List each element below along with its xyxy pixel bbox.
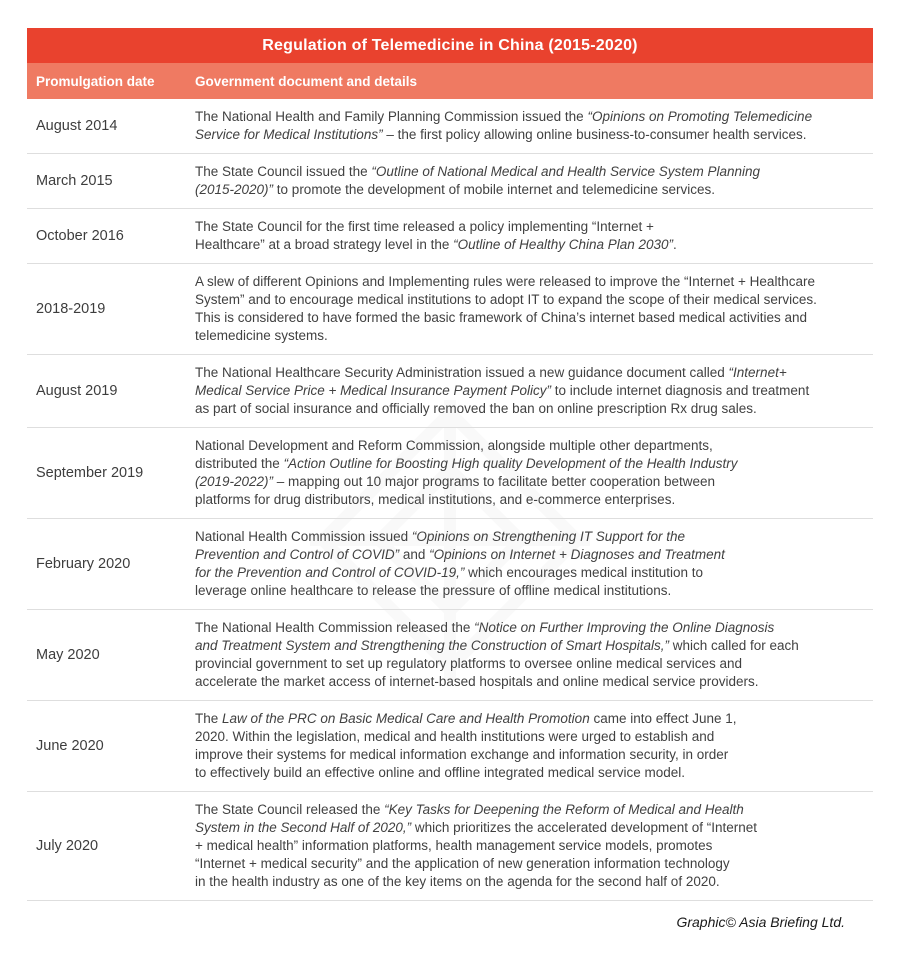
details-text: which prioritizes the accelerated development of “Internet — [411, 820, 758, 835]
details-line — [195, 873, 873, 891]
document-title-text: “Action Outline for Boosting High quality Development of the Health Industry — [283, 456, 738, 471]
table-title-bar — [27, 28, 873, 63]
promulgation-date-cell: August 2019 — [36, 383, 118, 399]
details-line — [195, 564, 873, 582]
details-line — [195, 528, 873, 546]
details-line — [195, 710, 873, 728]
document-details-cell — [195, 528, 873, 600]
table-row — [27, 154, 873, 209]
details-line — [195, 819, 873, 837]
details-text: and — [399, 547, 430, 562]
details-line — [195, 728, 873, 746]
details-line — [195, 546, 873, 564]
details-line — [195, 181, 873, 199]
table-row — [27, 428, 873, 519]
details-text: platforms for drug distributors, medical institutions, and e-commerce enterprises. — [195, 492, 676, 507]
details-text: National Development and Reform Commission, alongside multiple other departments, — [195, 438, 713, 453]
promulgation-date-cell: September 2019 — [36, 465, 144, 481]
details-text: The State Council issued the — [195, 164, 372, 179]
details-text: Healthcare” at a broad strategy level in the — [195, 237, 454, 252]
document-details-cell — [195, 437, 873, 509]
details-text: leverage online healthcare to release the pressure of offline medical institutions. — [195, 583, 672, 598]
document-title-text: System in the Second Half of 2020,” — [195, 820, 412, 835]
document-title-text: Service for Medical Institutions” — [195, 127, 383, 142]
details-line — [195, 855, 873, 873]
document-title-text: (2019-2022)” — [195, 474, 274, 489]
details-line — [195, 273, 873, 291]
document-details-cell — [195, 218, 873, 254]
details-text: distributed the — [195, 456, 284, 471]
details-line — [195, 673, 873, 691]
details-line — [195, 473, 873, 491]
regulation-table — [27, 28, 873, 901]
document-details-cell — [195, 801, 873, 891]
details-line — [195, 236, 873, 254]
details-text: The National Healthcare Security Administration issued a new guidance document called — [195, 365, 729, 380]
details-line — [195, 291, 873, 309]
details-line — [195, 400, 873, 418]
table-body — [27, 99, 873, 901]
document-title-text: “Notice on Further Improving the Online Diagnosis — [474, 620, 775, 635]
table-row — [27, 355, 873, 428]
column-header-document: Government document and details — [195, 73, 418, 89]
table-row — [27, 264, 873, 355]
details-text: The State Council for the first time released a policy implementing “Internet + — [195, 219, 654, 234]
details-text: The State Council released the — [195, 802, 385, 817]
document-details-cell — [195, 108, 873, 144]
details-line — [195, 437, 873, 455]
details-text: “Internet + medical security” and the application of new generation information technology — [195, 856, 730, 871]
details-text: improve their systems for medical information exchange and information security, in order — [195, 747, 729, 762]
column-header-row — [27, 63, 873, 99]
details-text: National Health Commission issued — [195, 529, 412, 544]
details-line — [195, 163, 873, 181]
details-text: The National Health Commission released the — [195, 620, 475, 635]
details-text: The — [195, 711, 223, 726]
details-text: – the first policy allowing online business-to-consumer health services. — [382, 127, 807, 142]
details-line — [195, 491, 873, 509]
promulgation-date-cell: July 2020 — [36, 838, 99, 854]
document-title-text: “Opinions on Strengthening IT Support for the — [411, 529, 686, 544]
document-title-text: “Internet+ — [728, 365, 787, 380]
details-text: telemedicine systems. — [195, 328, 328, 343]
document-details-cell — [195, 710, 873, 782]
details-text: This is considered to have formed the basic framework of China’s internet based medical activities and — [195, 310, 808, 325]
details-text: accelerate the market access of internet-based hospitals and online medical service providers. — [195, 674, 759, 689]
promulgation-date-cell: June 2020 — [36, 738, 104, 754]
promulgation-date-cell: October 2016 — [36, 228, 124, 244]
table-row — [27, 792, 873, 901]
promulgation-date-cell: 2018-2019 — [36, 301, 106, 317]
document-details-cell — [195, 163, 873, 199]
promulgation-date-cell: August 2014 — [36, 118, 118, 134]
details-text: The National Health and Family Planning Commission issued the — [195, 109, 588, 124]
table-row — [27, 701, 873, 792]
document-title-text: Prevention and Control of COVID” — [195, 547, 400, 562]
details-text: + medical health” information platforms, health management service models, promotes — [195, 838, 713, 853]
document-title-text: “Opinions on Internet + Diagnoses and Treatment — [429, 547, 725, 562]
details-line — [195, 582, 873, 600]
table-row — [27, 209, 873, 264]
details-line — [195, 327, 873, 345]
details-line — [195, 801, 873, 819]
document-details-cell — [195, 364, 873, 418]
table-row — [27, 99, 873, 154]
document-title-text: and Treatment System and Strengthening the Construction of Smart Hospitals,” — [195, 638, 669, 653]
details-line — [195, 382, 873, 400]
details-line — [195, 218, 873, 236]
document-title-text: “Outline of National Medical and Health Service System Planning — [371, 164, 761, 179]
details-line — [195, 455, 873, 473]
details-text: System” and to encourage medical institutions to adopt IT to expand the scope of their medical services. — [195, 292, 817, 307]
details-line — [195, 364, 873, 382]
details-text: A slew of different Opinions and Implementing rules were released to improve the “Internet + Healthcare — [195, 274, 815, 289]
details-line — [195, 655, 873, 673]
document-title-text: “Outline of Healthy China Plan 2030” — [453, 237, 674, 252]
details-text: which called for each — [668, 638, 799, 653]
details-text: to effectively build an effective online and offline integrated medical service model. — [195, 765, 686, 780]
table-row — [27, 610, 873, 701]
credit-line: Graphic© Asia Briefing Ltd. — [676, 914, 845, 930]
table-title: Regulation of Telemedicine in China (2015-2020) — [262, 36, 638, 54]
details-line — [195, 837, 873, 855]
details-line — [195, 746, 873, 764]
document-title-text: Medical Service Price + Medical Insurance Payment Policy” — [195, 383, 552, 398]
details-text: provincial government to set up regulatory platforms to oversee online medical services and — [195, 656, 743, 671]
details-text: came into effect June 1, — [589, 711, 737, 726]
promulgation-date-cell: February 2020 — [36, 556, 131, 572]
document-title-text: (2015-2020)” — [195, 182, 274, 197]
column-header-date: Promulgation date — [36, 73, 155, 89]
document-title-text: “Opinions on Promoting Telemedicine — [587, 109, 813, 124]
details-text: – mapping out 10 major programs to facilitate better cooperation between — [273, 474, 716, 489]
details-line — [195, 637, 873, 655]
details-line — [195, 126, 873, 144]
promulgation-date-cell: March 2015 — [36, 173, 113, 189]
details-line — [195, 309, 873, 327]
details-text: to promote the development of mobile internet and telemedicine services. — [273, 182, 716, 197]
details-text: in the health industry as one of the key items on the agenda for the second half of 2020. — [195, 874, 720, 889]
document-details-cell — [195, 273, 873, 345]
document-title-text: “Key Tasks for Deepening the Reform of Medical and Health — [384, 802, 744, 817]
details-text: to include internet diagnosis and treatment — [551, 383, 810, 398]
details-text: which encourages medical institution to — [464, 565, 704, 580]
details-text: as part of social insurance and officially removed the ban on online prescription Rx drug sales. — [195, 401, 757, 416]
details-text: 2020. Within the legislation, medical and health institutions were urged to establish and — [195, 729, 715, 744]
promulgation-date-cell: May 2020 — [36, 647, 100, 663]
details-line — [195, 108, 873, 126]
document-title-text: for the Prevention and Control of COVID-19,” — [195, 565, 465, 580]
details-line — [195, 764, 873, 782]
details-line — [195, 619, 873, 637]
details-text: . — [673, 237, 677, 252]
table-row — [27, 519, 873, 610]
document-title-text: Law of the PRC on Basic Medical Care and Health Promotion — [222, 711, 590, 726]
document-details-cell — [195, 619, 873, 691]
